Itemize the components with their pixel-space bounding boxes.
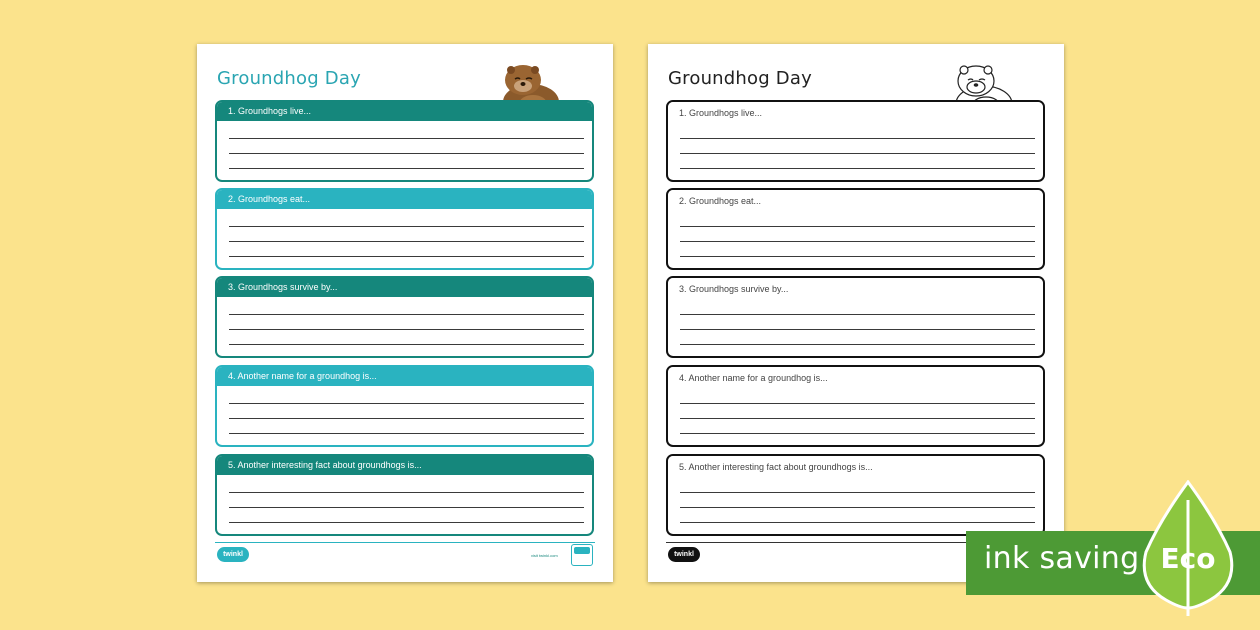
prompt-label: 2. Groundhogs eat...: [668, 190, 1043, 211]
answer-line[interactable]: [229, 168, 584, 169]
answer-line[interactable]: [680, 241, 1035, 242]
answer-line[interactable]: [229, 507, 584, 508]
answer-line[interactable]: [229, 344, 584, 345]
twinkl-logo: twinkl: [668, 547, 700, 562]
prompt-label: 4. Another name for a groundhog is...: [668, 367, 1043, 388]
answer-line[interactable]: [229, 226, 584, 227]
prompt-box-2: [666, 188, 1045, 270]
answer-line[interactable]: [229, 492, 584, 493]
eco-badge-text: Eco: [1160, 542, 1216, 575]
answer-line[interactable]: [680, 153, 1035, 154]
answer-line[interactable]: [229, 418, 584, 419]
prompt-label: 4. Another name for a groundhog is...: [217, 367, 592, 386]
answer-line[interactable]: [229, 138, 584, 139]
prompt-box-5: [666, 454, 1045, 536]
answer-line[interactable]: [680, 492, 1035, 493]
answer-line[interactable]: [680, 418, 1035, 419]
ink-saving-label: ink saving: [984, 541, 1140, 576]
answer-line[interactable]: [680, 226, 1035, 227]
prompt-box-5: [215, 454, 594, 536]
prompt-label: 5. Another interesting fact about groundhogs is...: [668, 456, 1043, 477]
answer-line[interactable]: [229, 314, 584, 315]
footer-divider: [215, 542, 595, 543]
answer-line[interactable]: [680, 329, 1035, 330]
prompt-box-4: [666, 365, 1045, 447]
answer-line[interactable]: [229, 241, 584, 242]
answer-line[interactable]: [680, 507, 1035, 508]
answer-line[interactable]: [229, 329, 584, 330]
answer-line[interactable]: [229, 433, 584, 434]
answer-line[interactable]: [680, 256, 1035, 257]
answer-line[interactable]: [680, 314, 1035, 315]
prompt-box-2: [215, 188, 594, 270]
prompt-label: 1. Groundhogs live...: [217, 102, 592, 121]
answer-line[interactable]: [680, 522, 1035, 523]
twinkl-logo: twinkl: [217, 547, 249, 562]
answer-line[interactable]: [680, 168, 1035, 169]
worksheet-title: Groundhog Day: [217, 68, 361, 89]
prompt-box-4: [215, 365, 594, 447]
answer-line[interactable]: [680, 403, 1035, 404]
answer-line[interactable]: [229, 403, 584, 404]
quality-badge-icon: [571, 544, 593, 566]
worksheet-title: Groundhog Day: [668, 68, 812, 89]
prompt-label: 1. Groundhogs live...: [668, 102, 1043, 123]
answer-line[interactable]: [229, 256, 584, 257]
prompt-box-1: [666, 100, 1045, 182]
answer-line[interactable]: [229, 153, 584, 154]
answer-line[interactable]: [680, 433, 1035, 434]
prompt-box-3: [215, 276, 594, 358]
prompt-box-3: [666, 276, 1045, 358]
prompt-label: 3. Groundhogs survive by...: [668, 278, 1043, 299]
prompt-box-1: [215, 100, 594, 182]
prompt-label: 3. Groundhogs survive by...: [217, 278, 592, 297]
prompt-label: 2. Groundhogs eat...: [217, 190, 592, 209]
answer-line[interactable]: [229, 522, 584, 523]
answer-line[interactable]: [680, 138, 1035, 139]
worksheet-color: [197, 44, 613, 582]
worksheet-ink-saving: [648, 44, 1064, 582]
prompt-label: 5. Another interesting fact about groundhogs is...: [217, 456, 592, 475]
answer-line[interactable]: [680, 344, 1035, 345]
footer-url: visit twinkl.com: [531, 553, 558, 558]
